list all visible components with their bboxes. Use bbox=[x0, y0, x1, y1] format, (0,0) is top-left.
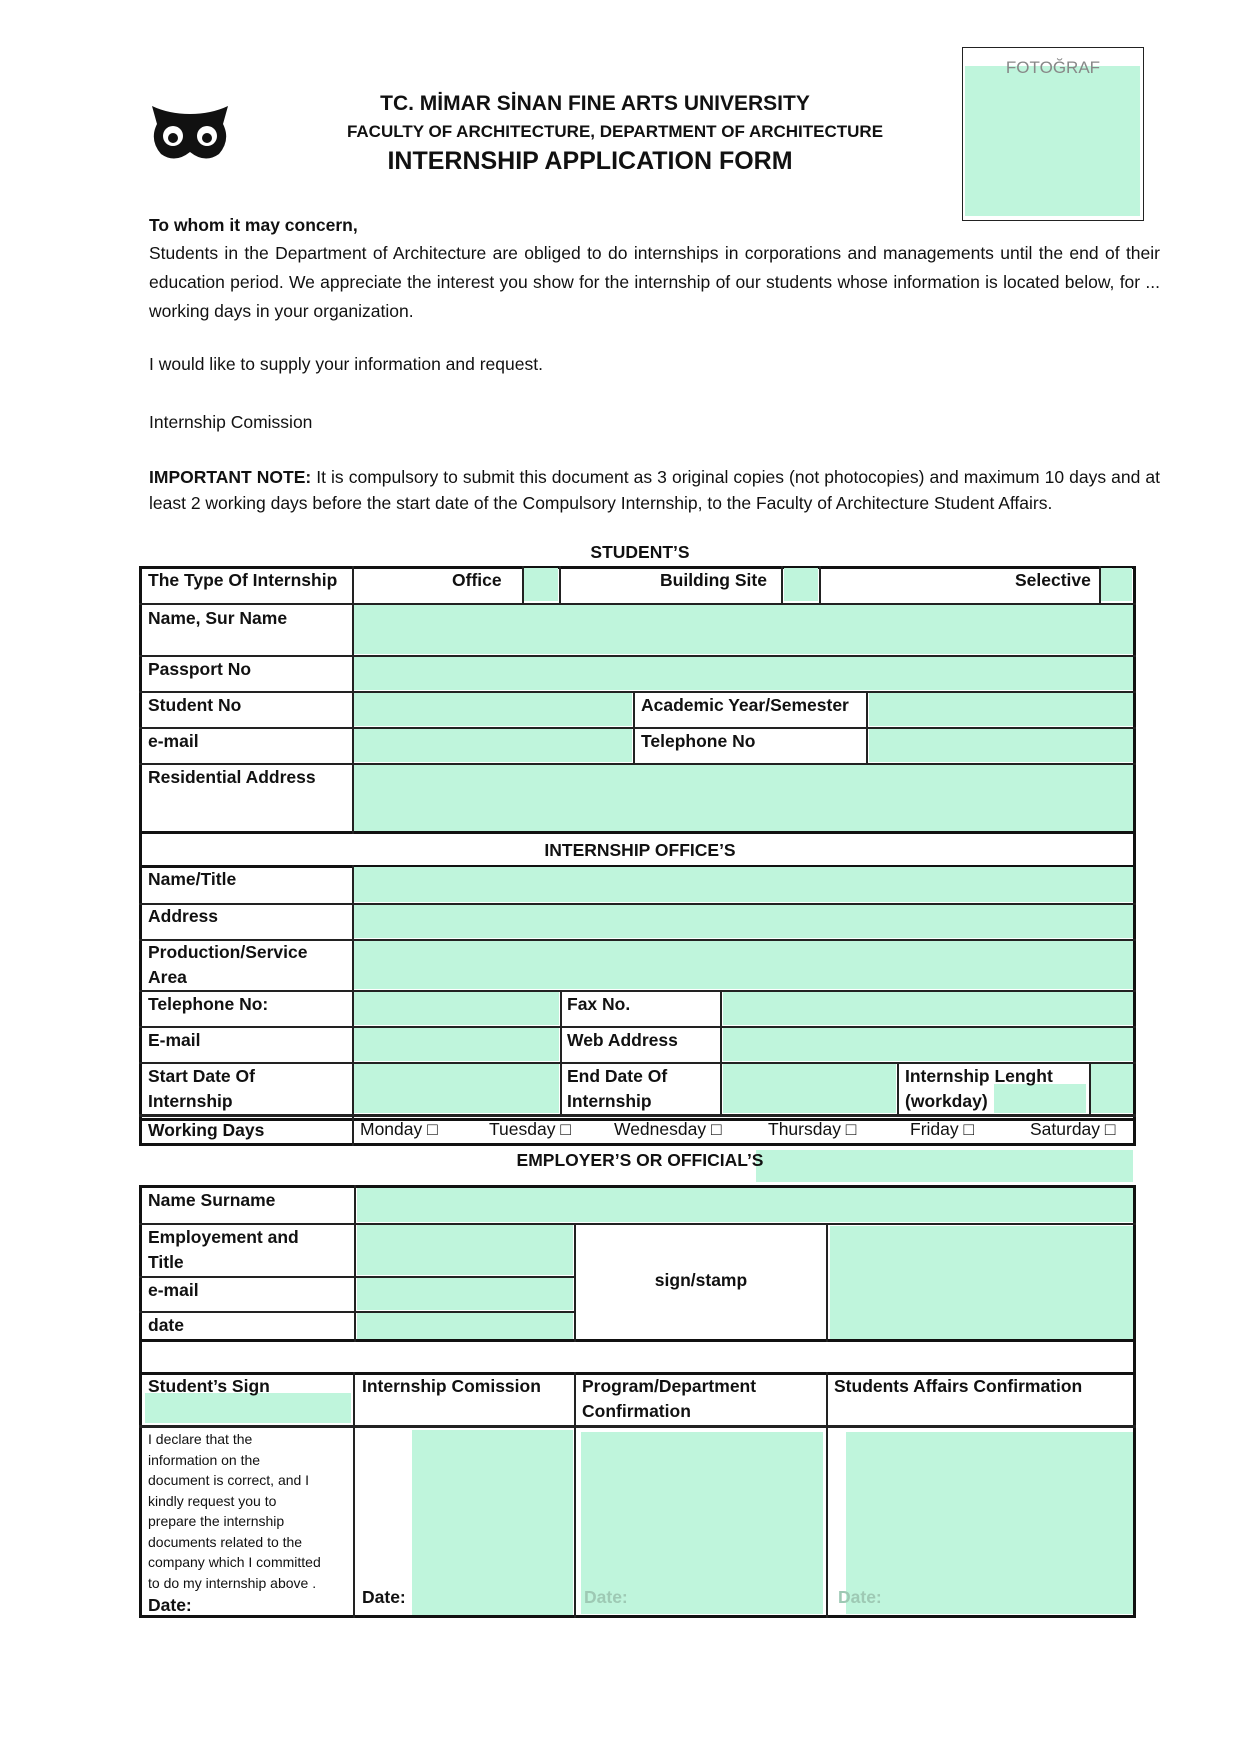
start-date-label bbox=[148, 1064, 255, 1114]
web-address-label: Web Address bbox=[567, 1030, 678, 1050]
start-date-line2: Internship bbox=[148, 1091, 233, 1111]
sign-stamp-label: sign/stamp bbox=[654, 1270, 748, 1290]
form-title: INTERNSHIP APPLICATION FORM bbox=[387, 147, 793, 175]
fax-label: Fax No. bbox=[567, 994, 631, 1014]
internship-length-label bbox=[905, 1064, 1053, 1114]
student-no-field[interactable] bbox=[354, 693, 632, 726]
building-site-checkbox[interactable] bbox=[784, 568, 818, 601]
production-area-line1: Production/Service bbox=[148, 942, 308, 962]
note-label: IMPORTANT NOTE: bbox=[149, 467, 312, 487]
photo-field[interactable] bbox=[965, 66, 1140, 216]
selective-checkbox[interactable] bbox=[1101, 568, 1132, 601]
photo-box[interactable] bbox=[962, 47, 1144, 221]
employment-title-line2: Title bbox=[148, 1252, 184, 1272]
student-date-label: Date: bbox=[148, 1595, 192, 1615]
office-name-title-field[interactable] bbox=[354, 867, 1133, 902]
affairs-date-label: Date: bbox=[838, 1587, 882, 1607]
internship-type-label: The Type Of Internship bbox=[148, 570, 338, 590]
employment-title-line1: Employement and bbox=[148, 1227, 299, 1247]
program-confirmation-line1: Program/Department bbox=[582, 1376, 757, 1396]
web-address-field[interactable] bbox=[723, 1028, 1133, 1061]
employment-title-label bbox=[148, 1225, 299, 1275]
student-sign-label: Student’s Sign bbox=[148, 1376, 270, 1396]
student-telephone-field[interactable] bbox=[869, 729, 1133, 762]
day-thursday[interactable]: Thursday □ bbox=[768, 1119, 857, 1139]
internship-length-line2: (workday) bbox=[905, 1091, 988, 1111]
fax-field[interactable] bbox=[723, 992, 1133, 1025]
commission-label: Internship Comission bbox=[362, 1376, 541, 1396]
end-date-line2: Internship bbox=[567, 1091, 652, 1111]
program-date-label: Date: bbox=[584, 1587, 628, 1607]
office-checkbox[interactable] bbox=[524, 568, 558, 601]
start-date-field[interactable] bbox=[354, 1064, 559, 1113]
letter-request: I would like to supply your information and request. bbox=[149, 354, 543, 374]
affairs-sign-field[interactable] bbox=[846, 1432, 1133, 1614]
declaration-line: kindly request you to bbox=[148, 1492, 277, 1509]
passport-label: Passport No bbox=[148, 659, 252, 679]
start-date-line1: Start Date Of bbox=[148, 1066, 255, 1086]
employer-email-field[interactable] bbox=[357, 1278, 573, 1310]
employer-name-label: Name Surname bbox=[148, 1190, 276, 1210]
end-date-label bbox=[567, 1064, 667, 1114]
declaration-text bbox=[148, 1429, 353, 1593]
office-telephone-field[interactable] bbox=[354, 992, 559, 1025]
commission-date-label: Date: bbox=[362, 1587, 406, 1607]
faculty-title: FACULTY OF ARCHITECTURE, DEPARTMENT OF ARCHITECTURE bbox=[346, 122, 884, 141]
student-name-label: Name, Sur Name bbox=[148, 608, 288, 628]
office-section-title: INTERNSHIP OFFICE’S bbox=[544, 840, 736, 860]
declaration-line: documents related to the bbox=[148, 1533, 303, 1550]
office-email-field[interactable] bbox=[354, 1028, 559, 1061]
office-telephone-label: Telephone No: bbox=[148, 994, 269, 1014]
affairs-confirmation-label: Students Affairs Confirmation bbox=[834, 1376, 1083, 1396]
declaration-line: document is correct, and I bbox=[148, 1472, 310, 1488]
office-address-label: Address bbox=[148, 906, 219, 926]
day-saturday[interactable]: Saturday □ bbox=[1030, 1119, 1116, 1139]
residential-address-field[interactable] bbox=[354, 765, 1133, 831]
commission-sign-field[interactable] bbox=[412, 1430, 573, 1615]
day-monday[interactable]: Monday □ bbox=[360, 1119, 438, 1139]
production-area-line2: Area bbox=[148, 967, 187, 987]
production-area-field[interactable] bbox=[354, 941, 1133, 989]
working-days-label: Working Days bbox=[148, 1120, 265, 1140]
employer-email-label: e-mail bbox=[148, 1280, 199, 1300]
employment-title-field[interactable] bbox=[357, 1225, 573, 1275]
end-date-line1: End Date Of bbox=[567, 1066, 668, 1086]
letter-body: Students in the Department of Architecture are obliged to do internships in corporations and managements until the end of their education period. We appreciate the interest you show for the internship of our students whose information is located below, for ... working days in your organization. bbox=[149, 243, 1160, 321]
declaration-line: to do my internship above . bbox=[148, 1574, 317, 1591]
note-text: It is compulsory to submit this document as 3 original copies (not photocopies) and maximum 10 days and at least 2 working days before the start date of the Compulsory Internship, to the Faculty of Architecture Student Affairs. bbox=[149, 467, 1161, 513]
sign-stamp-field[interactable] bbox=[830, 1226, 1133, 1339]
day-wednesday[interactable]: Wednesday □ bbox=[614, 1119, 722, 1139]
employer-date-field[interactable] bbox=[357, 1313, 573, 1339]
office-email-label: E-mail bbox=[148, 1030, 201, 1050]
declaration-line: prepare the internship bbox=[148, 1513, 285, 1529]
selective-option-label: Selective bbox=[1015, 570, 1091, 590]
day-friday[interactable]: Friday □ bbox=[910, 1119, 975, 1139]
office-name-title-label: Name/Title bbox=[148, 869, 237, 889]
academic-year-field[interactable] bbox=[869, 693, 1133, 726]
declaration-line: I declare that the bbox=[148, 1431, 253, 1447]
internship-length-line1: Internship Lenght bbox=[905, 1066, 1053, 1086]
student-name-field[interactable] bbox=[354, 605, 1133, 654]
important-note bbox=[149, 464, 1160, 516]
student-email-label: e-mail bbox=[148, 731, 199, 751]
end-date-field[interactable] bbox=[723, 1064, 896, 1113]
spacer-row bbox=[139, 1342, 1136, 1372]
building-site-option-label: Building Site bbox=[660, 570, 767, 590]
office-address-field[interactable] bbox=[354, 905, 1133, 938]
passport-field[interactable] bbox=[354, 657, 1133, 690]
production-area-label bbox=[148, 940, 308, 990]
program-confirmation-line2: Confirmation bbox=[582, 1401, 691, 1421]
student-section-title: STUDENT’S bbox=[590, 542, 690, 562]
internship-length-extra-field[interactable] bbox=[1091, 1064, 1133, 1113]
academic-year-label: Academic Year/Semester bbox=[641, 695, 849, 715]
university-title: TC. MİMAR SİNAN FINE ARTS UNIVERSITY bbox=[380, 92, 810, 115]
student-no-label: Student No bbox=[148, 695, 242, 715]
letter-signature: Internship Comission bbox=[149, 412, 313, 432]
student-telephone-label: Telephone No bbox=[641, 731, 756, 751]
salutation: To whom it may concern, bbox=[149, 215, 358, 235]
day-tuesday[interactable]: Tuesday □ bbox=[489, 1119, 571, 1139]
declaration-line: information on the bbox=[148, 1451, 261, 1468]
student-email-field[interactable] bbox=[354, 729, 632, 762]
declaration-line: company which I committed bbox=[148, 1554, 321, 1570]
university-logo bbox=[149, 100, 231, 168]
program-confirmation-label bbox=[582, 1374, 756, 1424]
employer-section-title: EMPLOYER’S OR OFFICIAL’S bbox=[516, 1150, 764, 1170]
employer-name-field[interactable] bbox=[357, 1188, 1133, 1222]
photo-label: FOTOĞRAF bbox=[1005, 58, 1101, 77]
employer-date-label: date bbox=[148, 1315, 184, 1335]
residential-address-label: Residential Address bbox=[148, 767, 316, 787]
owl-logo-icon bbox=[149, 100, 231, 168]
office-option-label: Office bbox=[452, 570, 502, 590]
